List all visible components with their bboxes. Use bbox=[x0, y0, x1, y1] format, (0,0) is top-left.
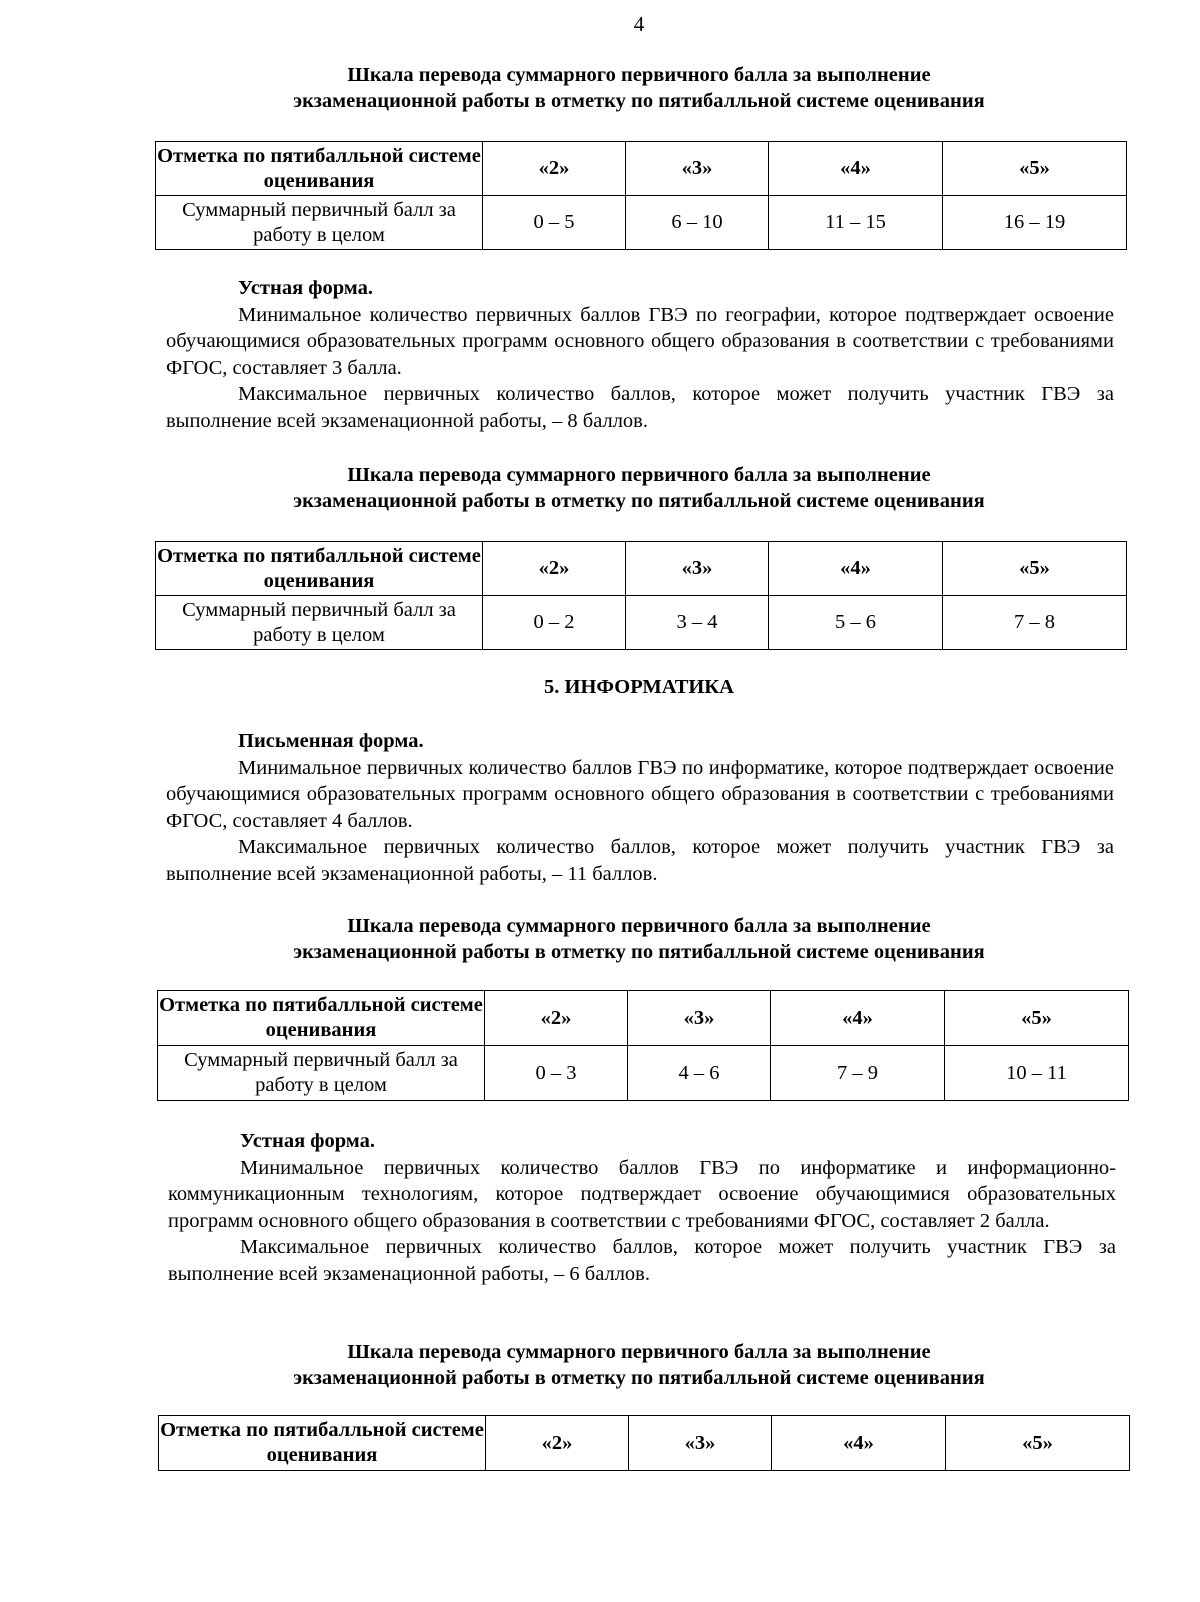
score-range-5: 7 – 8 bbox=[943, 596, 1127, 650]
grade-2: «2» bbox=[483, 142, 626, 196]
score-range-5: 10 – 11 bbox=[945, 1046, 1129, 1101]
scale-title-line2: экзаменационной работы в отметку по пятибалльной системе оценивания bbox=[293, 490, 985, 512]
inf-written-max-paragraph: Максимальное первичных количество баллов, которое может получить участник ГВЭ за выполнение всей экзаменационной работы, – 11 баллов. bbox=[166, 836, 1114, 885]
grade-2: «2» bbox=[483, 542, 626, 596]
score-table-inf-written bbox=[157, 990, 1129, 1101]
scale-title-line1: Шкала перевода суммарного первичного балла за выполнение bbox=[347, 915, 931, 937]
score-range-4: 5 – 6 bbox=[769, 596, 943, 650]
section-title: 5. ИНФОРМАТИКА bbox=[544, 676, 734, 698]
inf-oral-heading: Устная форма. bbox=[240, 1130, 376, 1152]
page-number: 4 bbox=[633, 12, 645, 36]
scale-title bbox=[0, 913, 1200, 965]
grade-4: «4» bbox=[769, 542, 943, 596]
grade-4: «4» bbox=[771, 991, 945, 1046]
grade-5: «5» bbox=[943, 542, 1127, 596]
inf-written-heading: Письменная форма. bbox=[238, 730, 424, 752]
score-range-3: 6 – 10 bbox=[626, 196, 769, 250]
scale-title-line2: экзаменационной работы в отметку по пятибалльной системе оценивания bbox=[293, 90, 985, 112]
grade-4: «4» bbox=[769, 142, 943, 196]
mark-row-label: Отметка по пятибалльной системе оценивания bbox=[156, 542, 483, 596]
score-range-2: 0 – 2 bbox=[483, 596, 626, 650]
score-row-label: Суммарный первичный балл за работу в целом bbox=[156, 596, 483, 650]
score-range-3: 4 – 6 bbox=[628, 1046, 771, 1101]
score-row-label: Суммарный первичный балл за работу в целом bbox=[156, 196, 483, 250]
grade-5: «5» bbox=[946, 1416, 1130, 1471]
grade-2: «2» bbox=[485, 991, 628, 1046]
grade-2: «2» bbox=[486, 1416, 629, 1471]
grade-3: «3» bbox=[628, 991, 771, 1046]
grade-5: «5» bbox=[945, 991, 1129, 1046]
geo-oral-max-paragraph: Максимальное первичных количество баллов, которое может получить участник ГВЭ за выполнение всей экзаменационной работы, – 8 баллов. bbox=[166, 383, 1114, 432]
score-range-5: 16 – 19 bbox=[943, 196, 1127, 250]
inf-written-block bbox=[166, 728, 1114, 888]
scale-title bbox=[0, 462, 1200, 514]
scale-title bbox=[0, 62, 1200, 114]
grade-5: «5» bbox=[943, 142, 1127, 196]
score-range-2: 0 – 3 bbox=[485, 1046, 628, 1101]
score-table-geo-oral bbox=[155, 541, 1127, 650]
mark-row-label: Отметка по пятибалльной системе оценивания bbox=[159, 1416, 486, 1471]
scale-title bbox=[0, 1339, 1200, 1391]
scale-title-line1: Шкала перевода суммарного первичного балла за выполнение bbox=[347, 464, 931, 486]
score-range-4: 11 – 15 bbox=[769, 196, 943, 250]
scale-title-line1: Шкала перевода суммарного первичного балла за выполнение bbox=[347, 64, 931, 86]
inf-oral-block bbox=[168, 1128, 1116, 1288]
mark-row-label: Отметка по пятибалльной системе оценивания bbox=[158, 991, 485, 1046]
score-range-4: 7 – 9 bbox=[771, 1046, 945, 1101]
geo-oral-heading: Устная форма. bbox=[238, 277, 374, 299]
grade-3: «3» bbox=[626, 542, 769, 596]
geo-oral-block bbox=[166, 275, 1114, 435]
score-range-2: 0 – 5 bbox=[483, 196, 626, 250]
scale-title-line1: Шкала перевода суммарного первичного балла за выполнение bbox=[347, 1341, 931, 1363]
grade-4: «4» bbox=[772, 1416, 946, 1471]
scale-title-line2: экзаменационной работы в отметку по пятибалльной системе оценивания bbox=[293, 941, 985, 963]
inf-written-min-paragraph: Минимальное первичных количество баллов ГВЭ по информатике, которое подтверждает освоение обучающимися образовательных программ основного общего образования в соответствии с требованиями ФГОС, составляет 4 баллов. bbox=[166, 756, 1114, 832]
score-row-label: Суммарный первичный балл за работу в целом bbox=[158, 1046, 485, 1101]
scale-title-line2: экзаменационной работы в отметку по пятибалльной системе оценивания bbox=[293, 1367, 985, 1389]
score-table-geo-written bbox=[155, 141, 1127, 250]
grade-3: «3» bbox=[626, 142, 769, 196]
geo-oral-min-paragraph: Минимальное количество первичных баллов ГВЭ по географии, которое подтверждает освоение обучающимися образовательных программ основного общего образования в соответствии с требованиями ФГОС, составляет 3 балла. bbox=[166, 303, 1114, 379]
inf-oral-max-paragraph: Максимальное первичных количество баллов, которое может получить участник ГВЭ за выполнение всей экзаменационной работы, – 6 баллов. bbox=[168, 1236, 1116, 1285]
score-table-inf-oral bbox=[158, 1415, 1130, 1471]
score-range-3: 3 – 4 bbox=[626, 596, 769, 650]
mark-row-label: Отметка по пятибалльной системе оценивания bbox=[156, 142, 483, 196]
inf-oral-min-paragraph: Минимальное первичных количество баллов ГВЭ по информатике и информационно-коммуникационным технологиям, которое подтверждает освоение обучающимися образовательных программ основного общего образования в соответствии с требованиями ФГОС, составляет 2 балла. bbox=[168, 1156, 1116, 1232]
grade-3: «3» bbox=[629, 1416, 772, 1471]
